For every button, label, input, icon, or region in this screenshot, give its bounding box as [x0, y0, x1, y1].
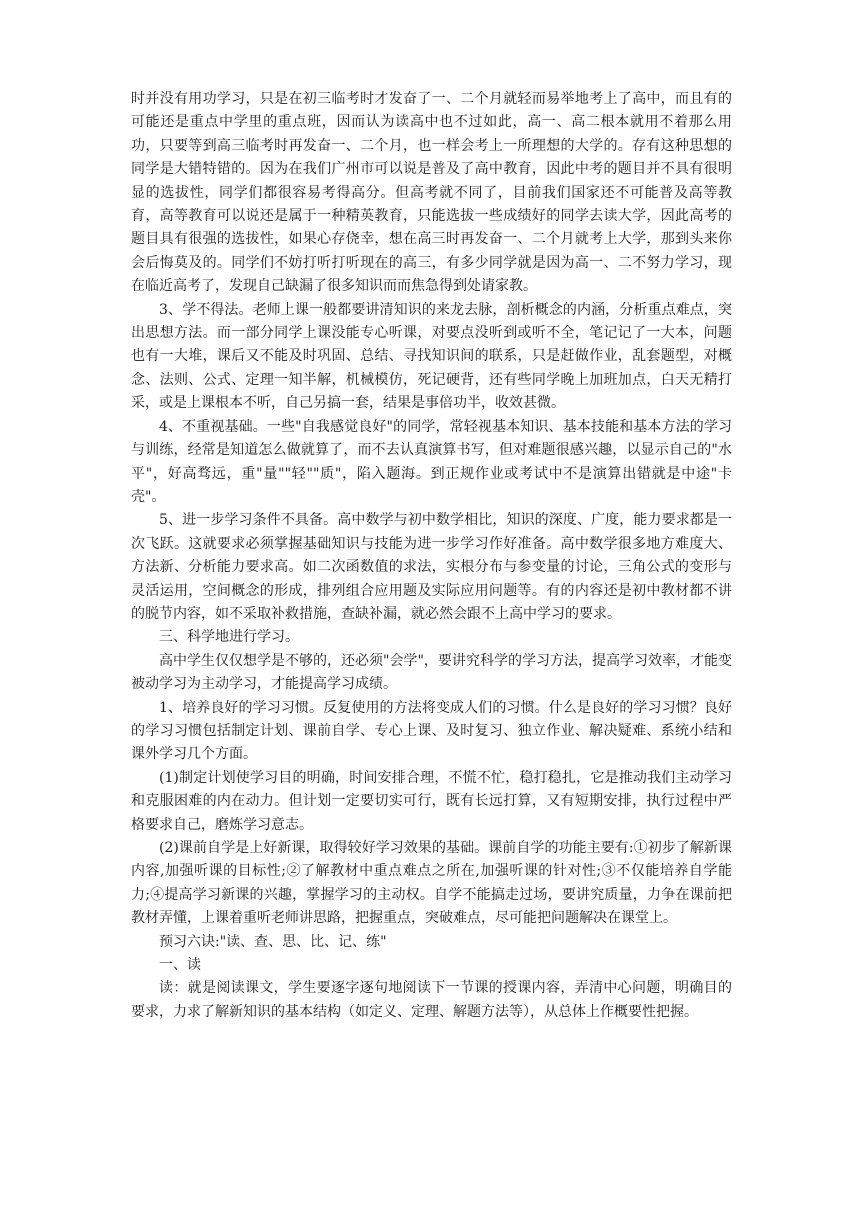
paragraph-point-3: 3、学不得法。老师上课一般都要讲清知识的来龙去脉，剖析概念的内涵，分析重点难点，突出思想方法。而一部分同学上课没能专心听课，对要点没听到或听不全，笔记记了一大本，问题也有一大堆，课后又不能及时巩固、总结、寻找知识间的联系，只是赶做作业，乱套题型，对概念、法则、公式、定理一知半解，机械模仿，死记硬背，还有些同学晚上加班加点，白天无精打采，或是上课根本不听，自己另搞一套，结果是事倍功半，收效甚微。: [131, 301, 732, 412]
section-heading-3: 三、科学地进行学习。: [159, 629, 299, 646]
subheading-read: 一、读: [159, 957, 201, 974]
paragraph-read: 读：就是阅读课文，学生要逐字逐句地阅读下一节课的授课内容，弄清中心问题，明确目的要求，力求了解新知识的基本结构（如定义、定理、解题方法等），从总体上作概要性把握。: [131, 980, 732, 1020]
paragraph-plan: (1)制定计划使学习目的明确，时间安排合理，不慌不忙，稳打稳扎，它是推动我们主动学习和克服困难的内在动力。但计划一定要切实可行，既有长远打算，又有短期安排，执行过程中严格要求自己，磨炼学习意志。: [131, 769, 732, 833]
paragraph-point-4: 4、不重视基础。一些"自我感觉良好"的同学，常轻视基本知识、基本技能和基本方法的学习与训练，经常是知道怎么做就算了，而不去认真演算书写，但对难题很感兴趣，以显示自己的"水平"，好高骛远，重"量""轻""质"，陷入题海。到正规作业或考试中不是演算出错就是中途"卡壳"。: [131, 418, 732, 505]
paragraph-six-tips: 预习六诀:"读、查、思、比、记、练": [159, 933, 387, 950]
paragraph-preview: (2)课前自学是上好新课，取得较好学习效果的基础。课前自学的功能主要有:①初步了解新课内容,加强听课的目标性;②了解教材中重点难点之所在,加强听课的针对性;③不仅能培养自学能力;④提高学习新课的兴趣，掌握学习的主动权。自学不能搞走过场，要讲究质量，力争在课前把教材弄懂，上课着重听老师讲思路，把握重点，突破难点，尽可能把问题解决在课堂上。: [131, 840, 732, 927]
paragraph-habit: 1、培养良好的学习习惯。反复使用的方法将变成人们的习惯。什么是良好的学习习惯？良好的学习习惯包括制定计划、课前自学、专心上课、及时复习、独立作业、解决疑难、系统小结和课外学习几个方面。: [131, 699, 732, 763]
paragraph-continuation: 时并没有用功学习，只是在初三临考时才发奋了一、二个月就轻而易举地考上了高中，而且有的可能还是重点中学里的重点班，因而认为读高中也不过如此，高一、高二根本就用不着那么用功，只要等到高三临考时再发奋一、二个月，也一样会考上一所理想的大学的。存有这种思想的同学是大错特错的。因为在我们广州市可以说是普及了高中教育，因此中考的题目并不具有很明显的选拔性，同学们都很容易考得高分。但高考就不同了，目前我们国家还不可能普及高等教育，高等教育可以说还是属于一种精英教育，只能选拔一些成绩好的同学去读大学，因此高考的题目具有很强的选拔性，如果心存侥幸，想在高三时再发奋一、二个月就考上大学，那到头来你会后悔莫及的。同学们不妨打听打听现在的高三，有多少同学就是因为高一、二不努力学习，现在临近高考了，发现自己缺漏了很多知识而而焦急得到处请家教。: [131, 91, 732, 295]
paragraph-intro: 高中学生仅仅想学是不够的，还必须"会学"，要讲究科学的学习方法，提高学习效率，才能变被动学习为主动学习，才能提高学习成绩。: [131, 652, 732, 693]
document-body: [131, 88, 732, 1024]
paragraph-point-5: 5、进一步学习条件不具备。高中数学与初中数学相比，知识的深度、广度，能力要求都是一次飞跃。这就要求必须掌握基础知识与技能为进一步学习作好准备。高中数学很多地方难度大、方法新、分析能力要求高。如二次函数值的求法，实根分布与参变量的讨论，三角公式的变形与灵活运用，空间概念的形成，排列组合应用题及实际应用问题等。有的内容还是初中教材都不讲的脱节内容，如不采取补救措施，查缺补漏，就必然会跟不上高中学习的要求。: [131, 512, 732, 622]
